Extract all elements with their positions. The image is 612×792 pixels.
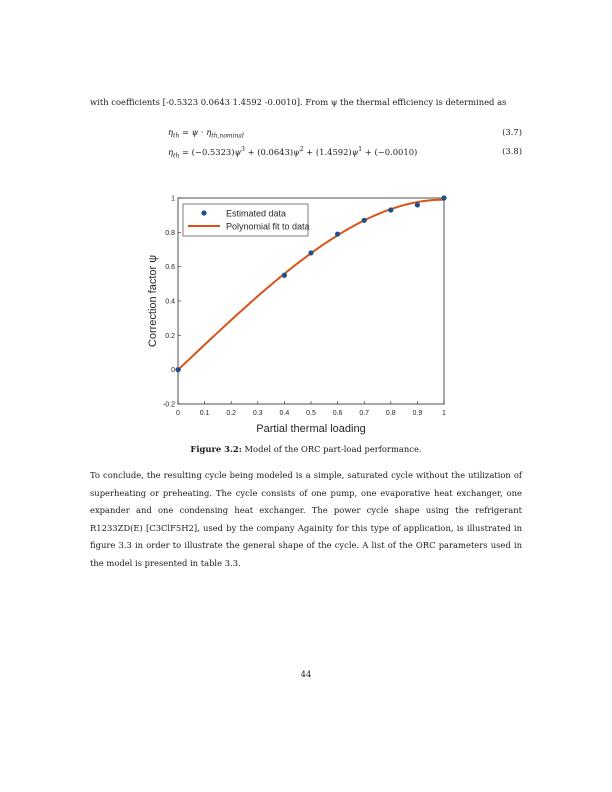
- data-point: [335, 231, 340, 236]
- x-tick-label: 0.9: [412, 410, 423, 417]
- x-tick-label: 0: [176, 410, 180, 417]
- data-point: [175, 367, 180, 372]
- x-tick-label: 1: [442, 410, 446, 417]
- x-tick-label: 0.6: [332, 410, 343, 417]
- equation-number-3-8: (3.8): [502, 146, 522, 156]
- x-tick-label: 0.3: [252, 410, 263, 417]
- part-load-chart: [138, 186, 468, 438]
- x-tick-label: 0.1: [199, 410, 210, 417]
- equation-3-7: $\eta_{th} = \psi \cdot \eta_{th,nominal}$: [168, 127, 244, 140]
- x-tick-label: 0.2: [226, 410, 237, 417]
- data-point: [415, 202, 420, 207]
- y-tick-label: -0.2: [162, 401, 175, 409]
- figure-caption: [0, 444, 612, 454]
- data-point: [441, 195, 446, 200]
- figure-caption-text: Model of the ORC part-load performance.: [244, 444, 422, 454]
- y-tick-label: 1: [171, 195, 175, 203]
- conclusion-paragraph: To conclude, the resulting cycle being modeled is a simple, saturated cycle without the utilization of superheating or preheating. The cycle consists of one pump, one evaporative heat exchanger, one expander and one condensing heat exchanger. The power cycle shape using the refrigerant R1233ZD(E) [C3ClF5H2], used by the company Againity for this type of application, is illustrated in figure 3.3 in order to illustrate the general shape of the cycle. A list of the ORC parameters used in the model is presented in table 3.3.: [90, 470, 522, 568]
- x-tick-label: 0.8: [385, 410, 396, 417]
- x-tick-label: 0.5: [306, 410, 316, 417]
- y-tick-label: 0: [171, 367, 175, 375]
- data-point: [362, 218, 367, 223]
- data-point: [282, 273, 287, 278]
- legend-label-fit: Polynomial fit to data: [226, 221, 310, 232]
- y-tick-label: 0.4: [165, 298, 175, 306]
- x-tick-label: 0.4: [279, 410, 290, 417]
- data-point: [308, 250, 313, 255]
- x-tick-label: 0.7: [359, 410, 370, 417]
- x-axis-label: Partial thermal loading: [256, 423, 366, 435]
- intro-paragraph: with coefficients [-0.5323 0.0643 1.4592 -0.0010]. From ψ the thermal efficiency is determined as: [90, 97, 507, 107]
- equation-3-8: $\eta_{th} = (-0.5323)\psi^3 + (0.0643)\psi^2 + (1.4592)\psi^1 + (-0.0010)$: [168, 146, 418, 160]
- equation-number-3-7: (3.7): [502, 127, 522, 137]
- data-point: [388, 207, 393, 212]
- figure-caption-label: Figure 3.2:: [190, 444, 242, 454]
- y-tick-label: 0.8: [165, 229, 175, 237]
- y-tick-label: 0.6: [165, 264, 175, 272]
- page-number: 44: [300, 669, 312, 679]
- legend-scatter-marker: [201, 210, 206, 215]
- legend-label-estimated: Estimated data: [226, 208, 287, 219]
- legend: [183, 204, 310, 236]
- y-tick-label: 0.2: [165, 332, 175, 340]
- y-axis-label: Correction factor ψ: [147, 254, 159, 348]
